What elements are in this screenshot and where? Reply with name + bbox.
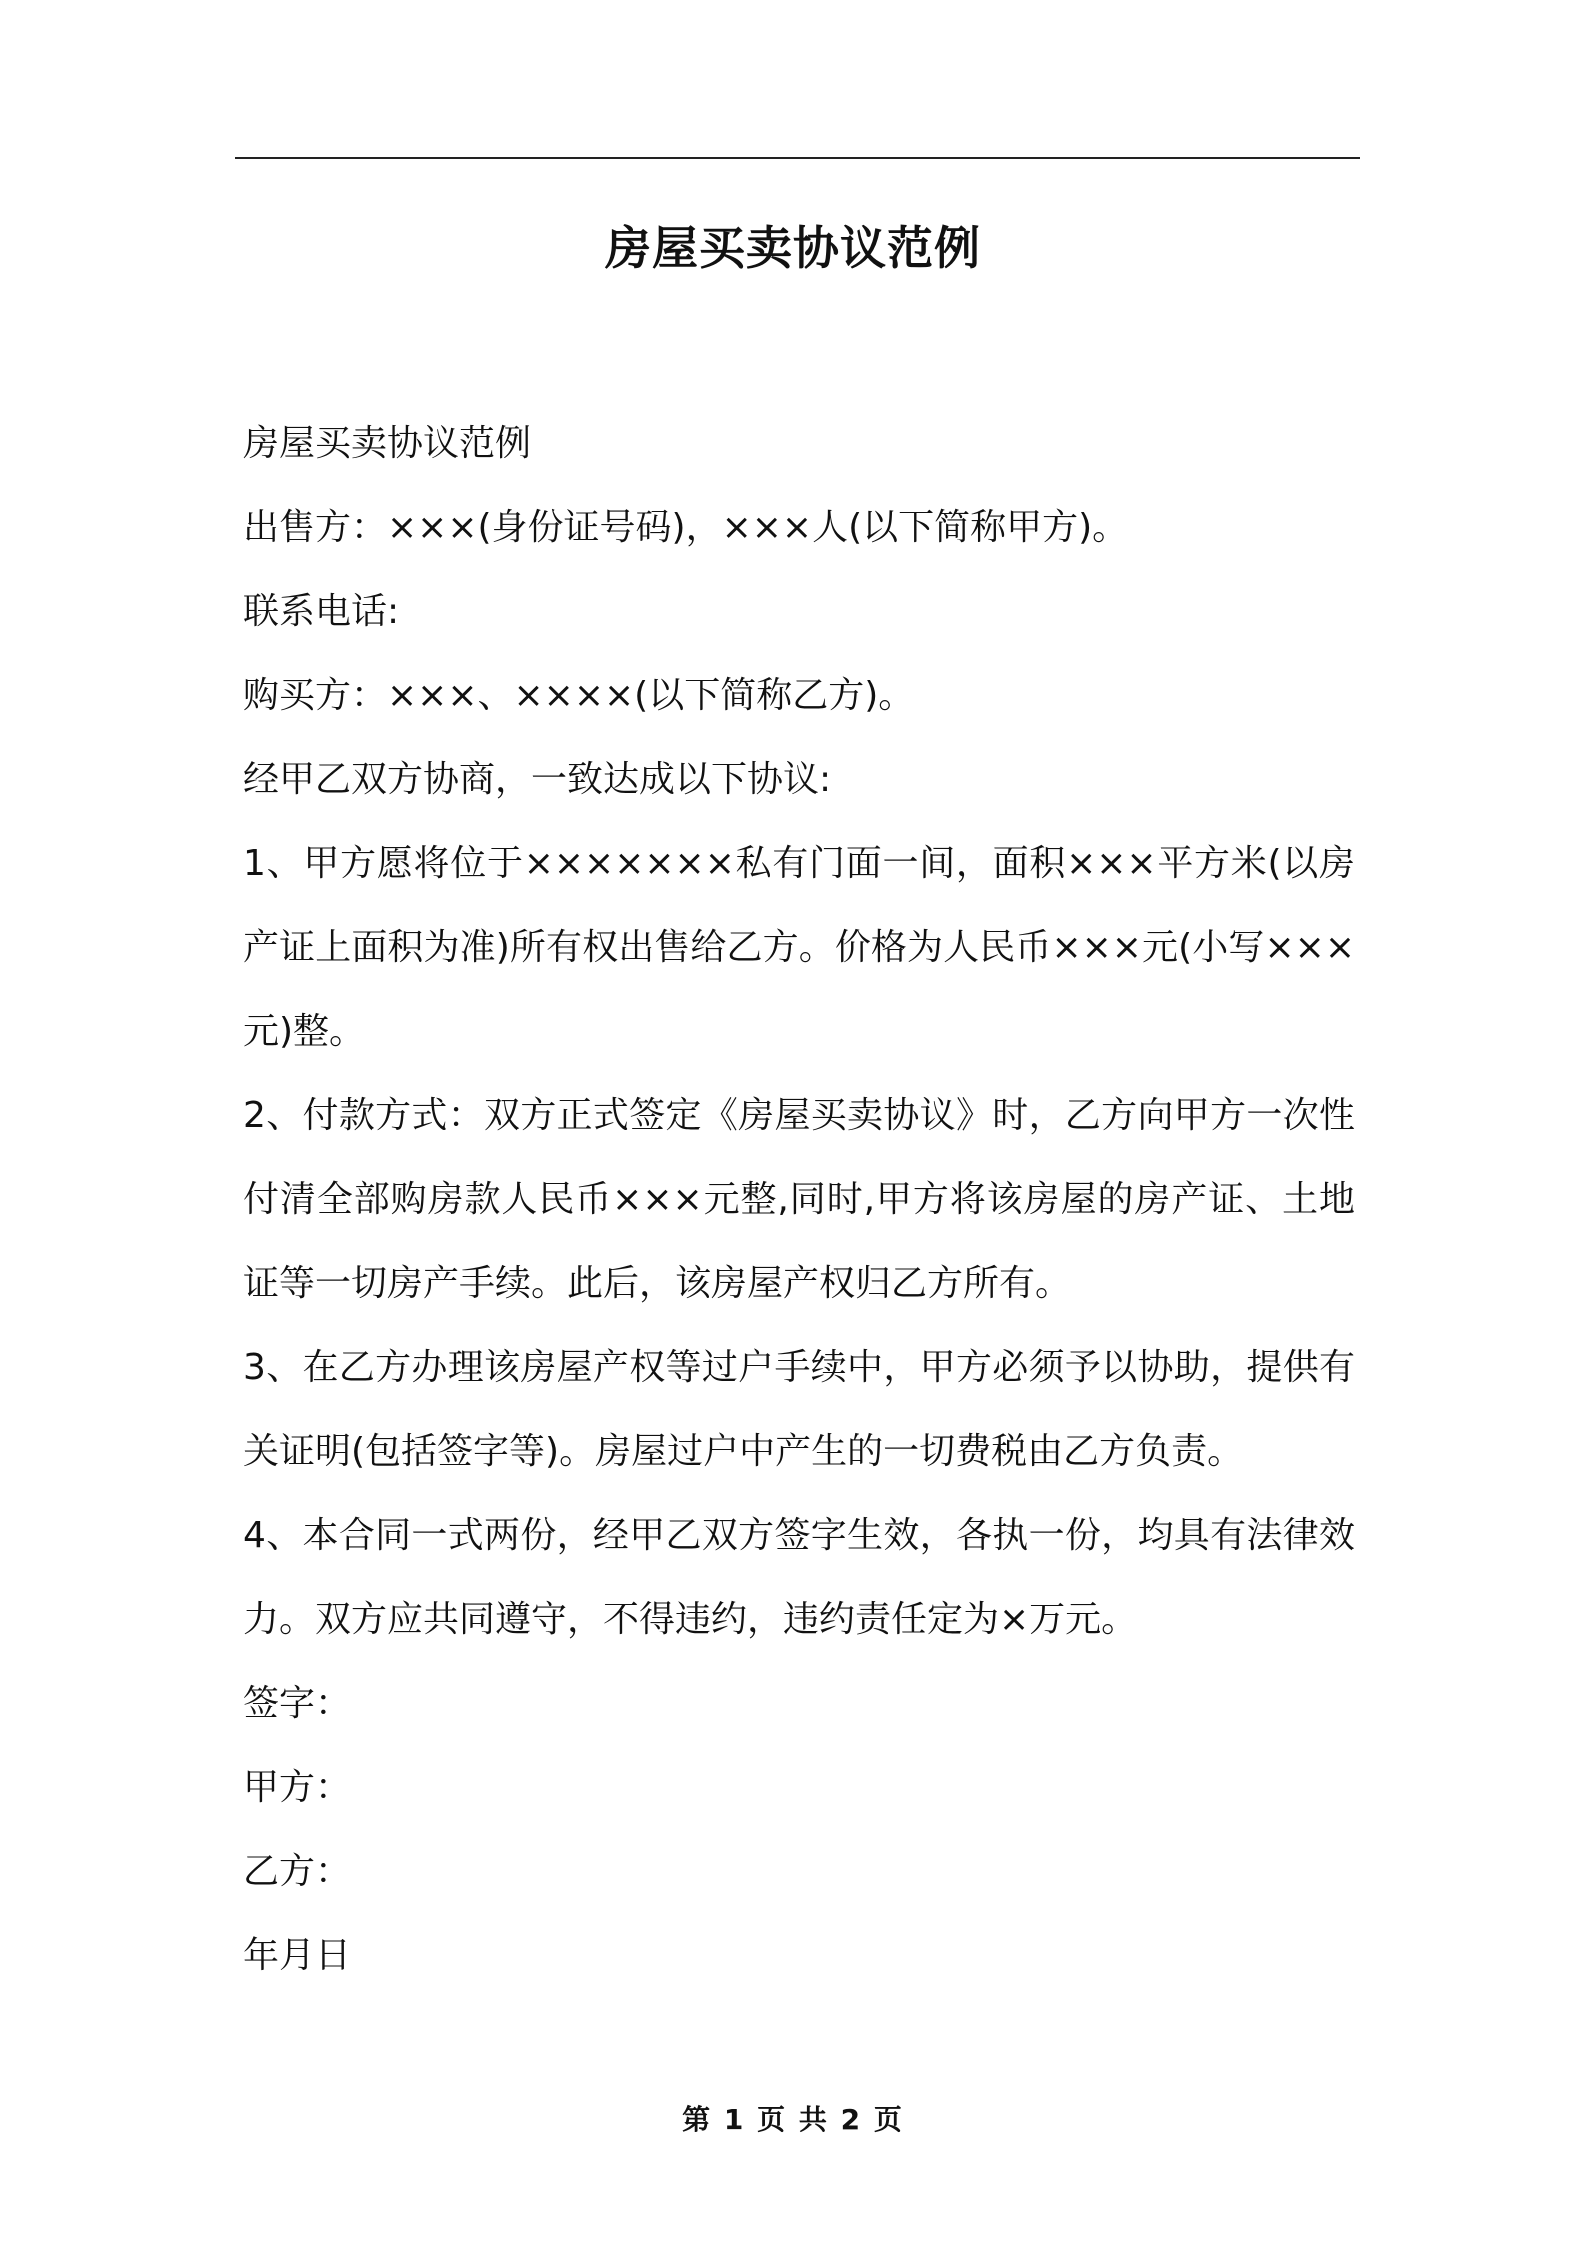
paragraph-date: 年月日 (243, 1935, 352, 1976)
paragraph-phone: 联系电话: (243, 591, 400, 632)
paragraph-clause-2: 2、付款方式：双方正式签定《房屋买卖协议》时，乙方向甲方一次性付清全部购房款人民币×××元整,同时,甲方将该房屋的房产证、土地证等一切房产手续。此后，该房屋产权归乙方所有。 (243, 1095, 1355, 1304)
document-title: 房屋买卖协议范例 (605, 221, 981, 275)
paragraph-subtitle: 房屋买卖协议范例 (243, 423, 532, 464)
page-number-footer: 第 1 页 共 2 页 (682, 2103, 904, 2136)
paragraph-agreement-intro: 经甲乙双方协商，一致达成以下协议: (243, 759, 832, 800)
paragraph-clause-1: 1、甲方愿将位于×××××××私有门面一间，面积×××平方米(以房产证上面积为准)所有权出售给乙方。价格为人民币×××元(小写×××元)整。 (243, 843, 1355, 1052)
document-body (243, 402, 1355, 1998)
paragraph-clause-4: 4、本合同一式两份，经甲乙双方签字生效，各执一份，均具有法律效力。双方应共同遵守，不得违约，违约责任定为×万元。 (243, 1515, 1355, 1640)
paragraph-party-a: 甲方： (243, 1767, 352, 1808)
paragraph-clause-3: 3、在乙方办理该房屋产权等过户手续中，甲方必须予以协助，提供有关证明(包括签字等)。房屋过户中产生的一切费税由乙方负责。 (243, 1347, 1355, 1472)
paragraph-seller: 出售方：×××(身份证号码)，×××人(以下简称甲方)。 (243, 507, 1129, 548)
header-rule (235, 157, 1360, 159)
paragraph-party-b: 乙方： (243, 1851, 352, 1892)
paragraph-signature: 签字： (243, 1683, 352, 1724)
paragraph-buyer: 购买方：×××、××××(以下简称乙方)。 (243, 675, 915, 716)
